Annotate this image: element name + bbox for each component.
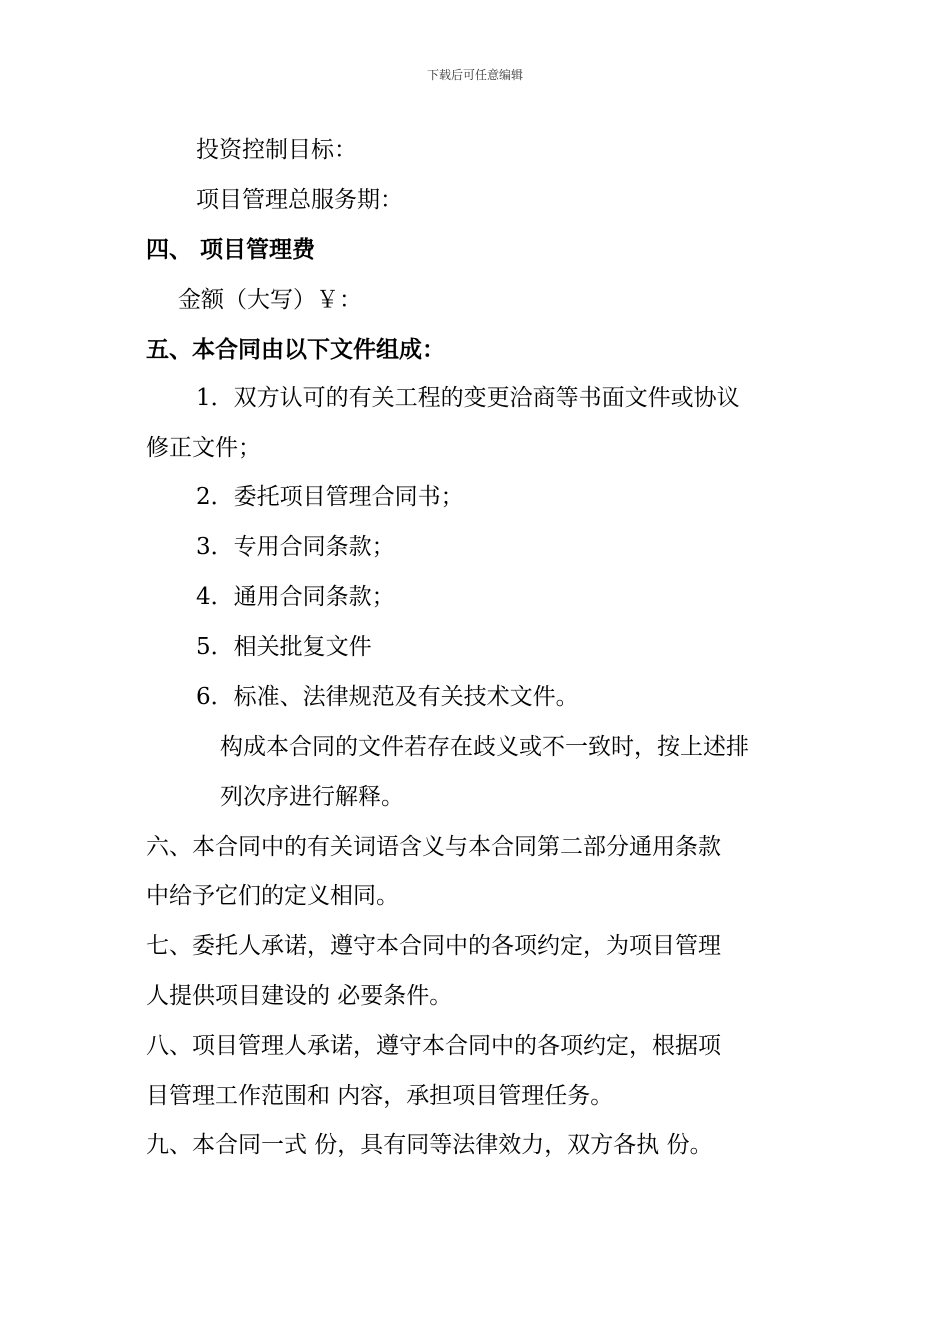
- section-8-line-1: 八、项目管理人承诺，遵守本合同中的各项约定，根据项: [146, 1033, 721, 1059]
- priority-note-line-2: 列次序进行解释。: [220, 784, 404, 810]
- section-8-line-2: 目管理工作范围和 内容，承担项目管理任务。: [146, 1083, 614, 1109]
- priority-note-line-1: 构成本合同的文件若存在歧义或不一致时，按上述排: [220, 734, 749, 760]
- doc-item-3: 3．专用合同条款；: [196, 534, 395, 560]
- doc-item-2: 2．委托项目管理合同书；: [196, 484, 464, 510]
- doc-item-1-continued: 修正文件；: [146, 435, 261, 461]
- doc-item-5: 5．相关批复文件: [196, 634, 372, 660]
- amount-line: 金额（大写）￥：: [178, 287, 362, 313]
- section-9-line: 九、本合同一式 份，具有同等法律效力，双方各执 份。: [146, 1132, 713, 1158]
- section-6-line-2: 中给予它们的定义相同。: [146, 883, 399, 909]
- page-header: 下载后可任意编辑: [426, 68, 523, 82]
- section-5-heading: 五、本合同由以下文件组成：: [146, 336, 445, 363]
- section-4-heading: 四、 项目管理费: [146, 236, 316, 263]
- doc-item-1: 1．双方认可的有关工程的变更洽商等书面文件或协议: [196, 385, 740, 411]
- investment-target-line: 投资控制目标：: [196, 137, 357, 163]
- section-6-line-1: 六、本合同中的有关词语含义与本合同第二部分通用条款: [146, 834, 721, 860]
- doc-item-6: 6．标准、法律规范及有关技术文件。: [196, 684, 579, 710]
- doc-item-4: 4．通用合同条款；: [196, 584, 395, 610]
- section-7-line-1: 七、委托人承诺，遵守本合同中的各项约定，为项目管理: [146, 933, 721, 959]
- service-period-line: 项目管理总服务期：: [196, 187, 403, 213]
- section-7-line-2: 人提供项目建设的 必要条件。: [146, 983, 453, 1009]
